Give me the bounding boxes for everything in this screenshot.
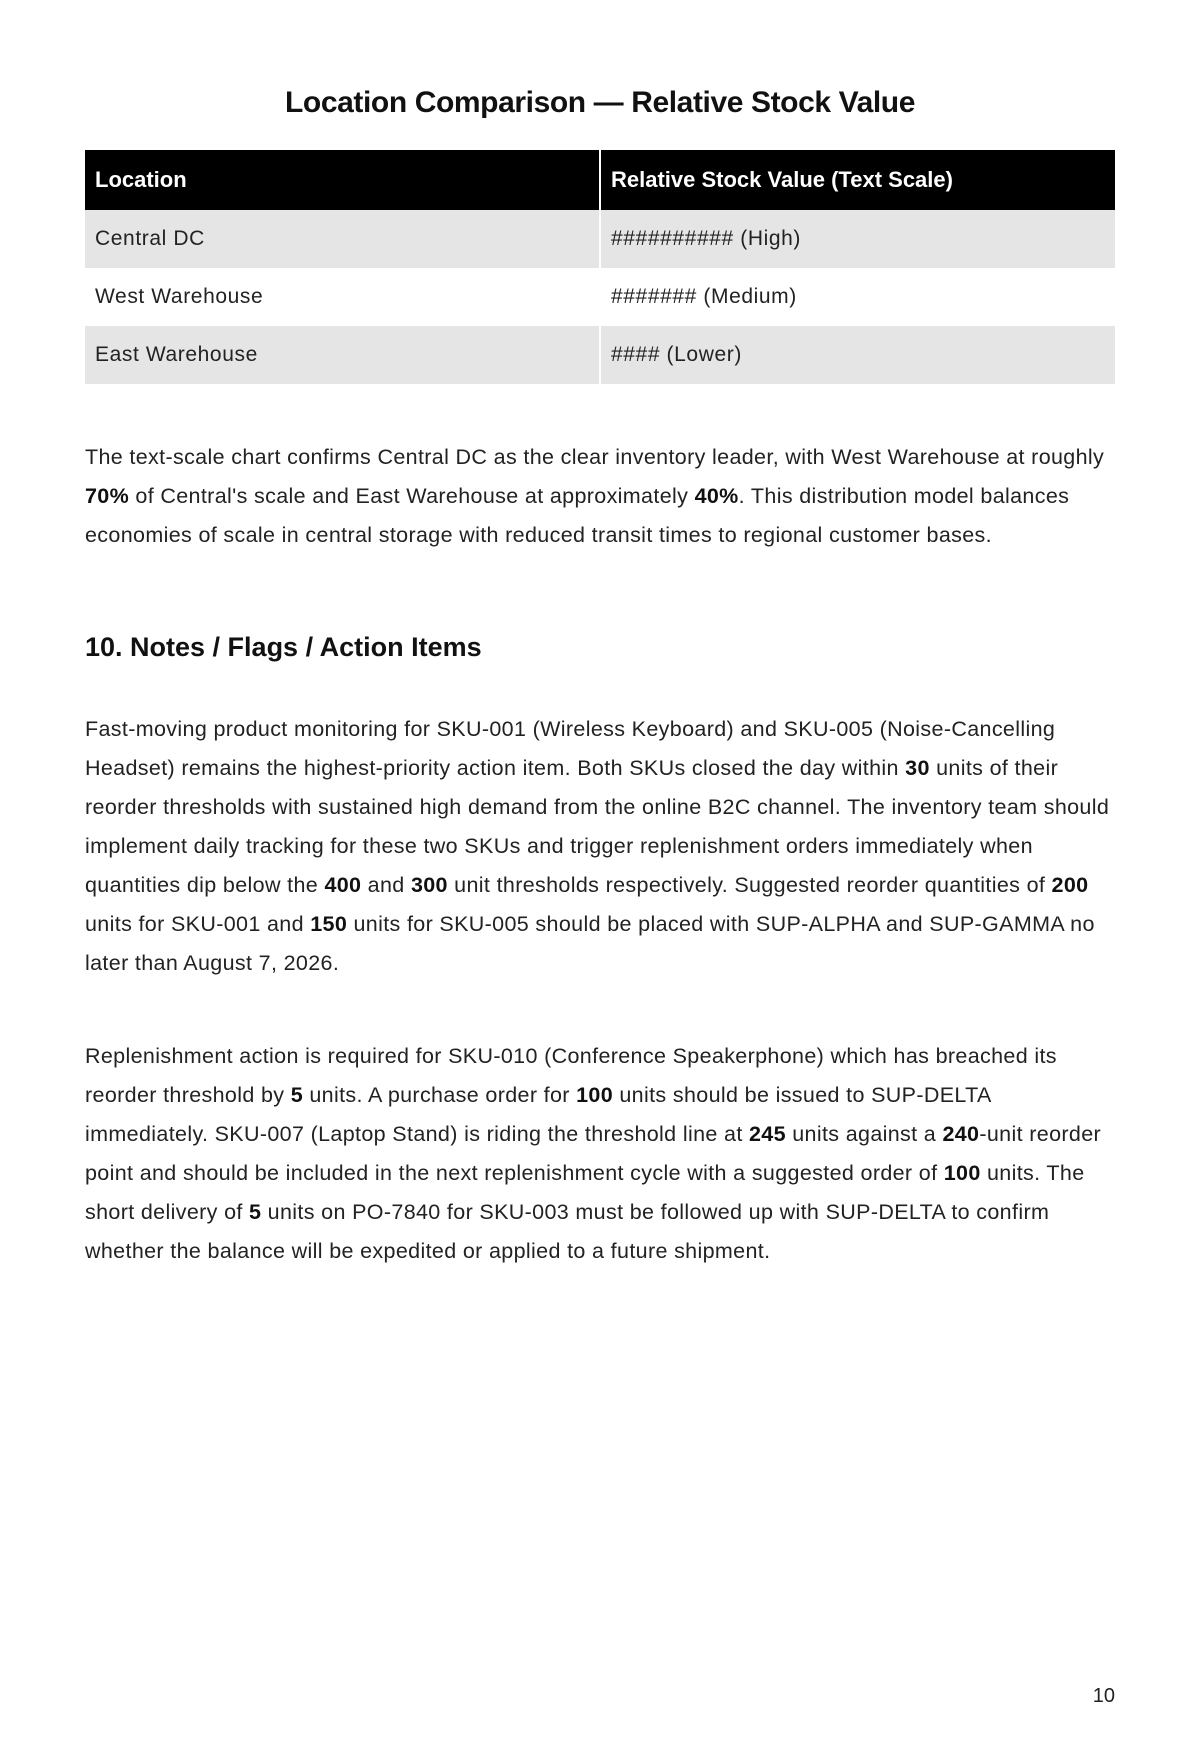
location-cell: West Warehouse: [85, 268, 599, 326]
intro-paragraph: The text-scale chart confirms Central DC as the clear inventory leader, with West Warehouse at roughly 70% of Central's scale and East Warehouse at approximately 40%. This distribution model balances economies of scale in central storage with reduced transit times to regional customer bases.: [85, 445, 1105, 547]
emphasized-value: 300: [410, 873, 448, 897]
table-title: Location Comparison — Relative Stock Value: [284, 86, 916, 119]
stock-value-cell: ####### (Medium): [599, 268, 1115, 326]
emphasized-value: 400: [324, 873, 362, 897]
emphasized-value: 100: [943, 1161, 981, 1185]
emphasized-value: 100: [576, 1083, 614, 1107]
notes-paragraph: Fast-moving product monitoring for SKU-001 (Wireless Keyboard) and SKU-005 (Noise-Cancelling Headset) remains the highest-priority action item. Both SKUs closed the day within 30 units of their reorder thresholds with sustained high demand from the online B2C channel. The inventory team should implement daily tracking for these two SKUs and trigger replenishment orders immediately when quantities dip below the 400 and 300 unit thresholds respectively. Suggested reorder quantities of 200 units for SKU-001 and 150 units for SKU-005 should be placed with SUP-ALPHA and SUP-GAMMA no later than August 7, 2026.: [85, 717, 1110, 975]
emphasized-value: 30: [905, 756, 930, 780]
emphasized-value: 5: [249, 1200, 262, 1224]
table-row: [85, 210, 1115, 268]
emphasized-value: 240: [942, 1122, 980, 1146]
stock-value-cell: ########## (High): [599, 210, 1115, 268]
table-row: [85, 268, 1115, 326]
emphasized-value: 40%: [694, 484, 739, 508]
emphasized-value: 200: [1051, 873, 1089, 897]
column-header-location: Location: [85, 150, 599, 210]
location-cell: East Warehouse: [85, 326, 599, 384]
location-cell: Central DC: [85, 210, 599, 268]
emphasized-value: 150: [310, 912, 348, 936]
location-comparison-table: [85, 150, 1115, 384]
page-number: 10: [1092, 1685, 1115, 1707]
stock-value-cell: #### (Lower): [599, 326, 1115, 384]
emphasized-value: 245: [748, 1122, 786, 1146]
emphasized-value: 70%: [85, 484, 130, 508]
table-header-row: [85, 150, 1115, 210]
table-row: [85, 326, 1115, 384]
emphasized-value: 5: [290, 1083, 304, 1107]
document-page: [85, 0, 1115, 1754]
section-heading: 10. Notes / Flags / Action Items: [85, 632, 482, 662]
notes-paragraph: Replenishment action is required for SKU-010 (Conference Speakerphone) which has breached its reorder threshold by 5 units. A purchase order for 100 units should be issued to SUP-DELTA immediately. SKU-007 (Laptop Stand) is riding the threshold line at 245 units against a 240-unit reorder point and should be included in the next replenishment cycle with a suggested order of 100 units. The short delivery of 5 units on PO-7840 for SKU-003 must be followed up with SUP-DELTA to confirm whether the balance will be expedited or applied to a future shipment.: [85, 1044, 1102, 1263]
column-header-relative-stock-value: Relative Stock Value (Text Scale): [599, 150, 1115, 210]
